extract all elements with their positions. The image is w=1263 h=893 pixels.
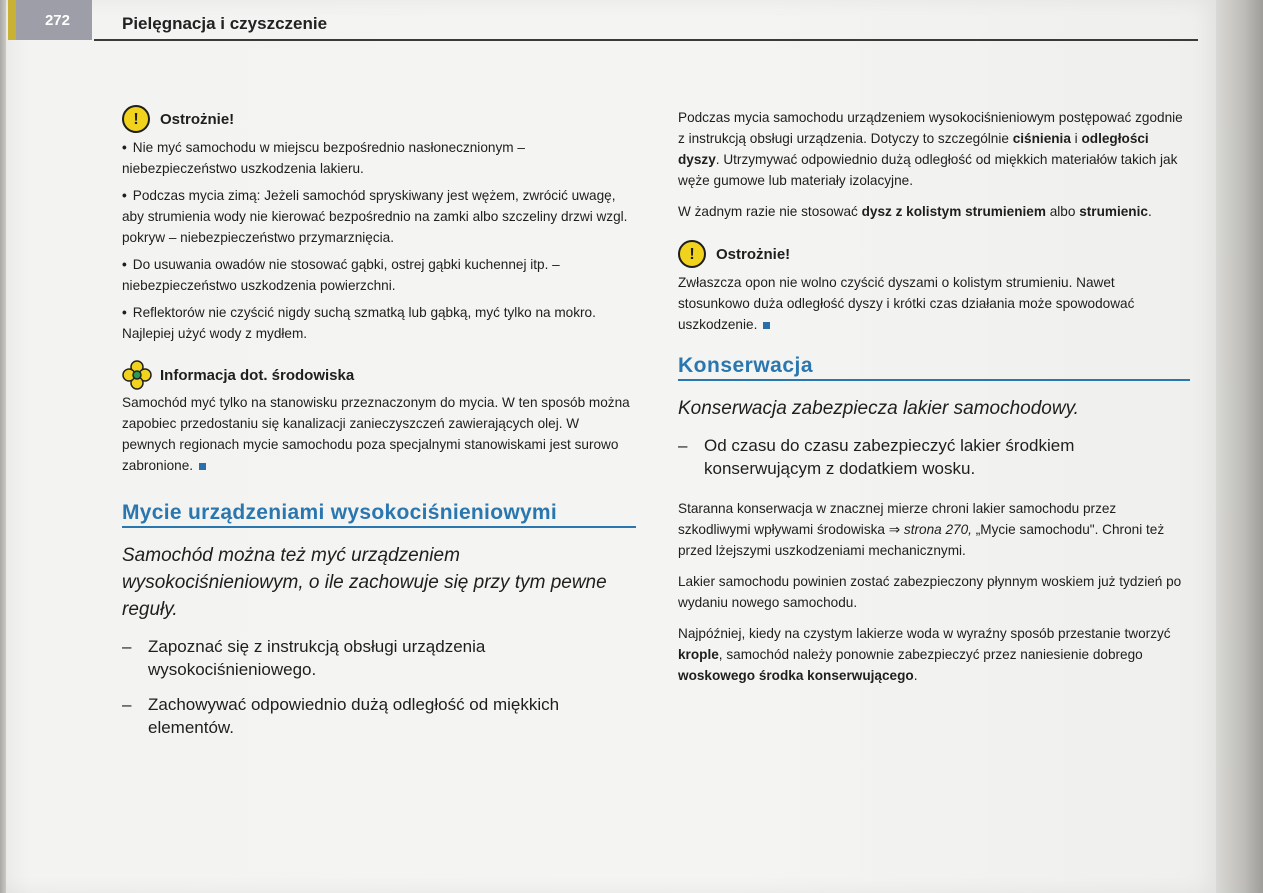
warning-bullet: • Reflektorów nie czyścić nigdy suchą szmatką lub gąbką, myć tylko na mokro. Najlepiej użyć wody z mydłem. xyxy=(122,305,596,341)
paragraph: Podczas mycia samochodu urządzeniem wysokociśnieniowym postępować zgodnie z instrukcją obsługi urządzenia. Dotyczy to szczególnie ciśnienia i odległości dyszy. Utrzymywać odpowiednio dużą odległość od miękkich materiałów takich jak węże gumowe lub materiały izolacyjne. xyxy=(678,110,1183,188)
warning-title: Ostrożnie! xyxy=(160,110,235,128)
paragraph: W żadnym razie nie stosować dysz z kolistym strumieniem albo strumienic. xyxy=(678,204,1152,219)
flower-icon xyxy=(122,360,152,390)
list-item: – Od czasu do czasu zabezpieczyć lakier środkiem konserwującym z dodatkiem wosku. xyxy=(678,436,1075,478)
list-item: – Zapoznać się z instrukcją obsługi urządzenia wysokociśnieniowego. xyxy=(122,637,486,679)
warning-bullet: • Podczas mycia zimą: Jeżeli samochód spryskiwany jest wężem, zwrócić uwagę, aby strumienia wody nie kierować bezpośrednio na zamki albo szczeliny drzwi wzgl. pokryw – niebezpieczeństwo przymarznięcia. xyxy=(122,188,628,245)
environment-text: Samochód myć tylko na stanowisku przeznaczonym do mycia. W ten sposób można zapobiec przedostaniu się kanalizacji zanieczyszczeń zawierających olej. W pewnych regionach mycie samochodu poza specjalnymi stanowiskami jest surowo zabronione. xyxy=(122,395,630,473)
section-title-konserwacja: Konserwacja xyxy=(678,355,1190,381)
warning-title: Ostrożnie! xyxy=(716,245,791,263)
paragraph: Najpóźniej, kiedy na czystym lakierze woda w wyraźny sposób przestanie tworzyć krople, samochód należy ponownie zabezpieczyć przez naniesienie dobrego woskowego środka konserwującego. xyxy=(678,626,1171,683)
warning-text: Zwłaszcza opon nie wolno czyścić dyszami o kolistym strumieniu. Nawet stosunkowo duża odległość dyszy i krótki czas działania może spowodować uszkodzenie. xyxy=(678,275,1135,332)
paragraph: Lakier samochodu powinien zostać zabezpieczony płynnym woskiem już tydzień po wydaniu nowego samochodu. xyxy=(678,574,1182,610)
warning-heading xyxy=(678,240,1190,268)
section-intro: Konserwacja zabezpiecza lakier samochodowy. xyxy=(678,398,1079,419)
warning-icon: ! xyxy=(678,240,706,268)
header-rule xyxy=(94,39,1198,41)
warning-heading xyxy=(122,105,636,133)
left-column xyxy=(122,105,636,739)
page-number-badge xyxy=(8,0,92,40)
end-mark xyxy=(199,463,206,470)
environment-title: Informacja dot. środowiska xyxy=(160,366,355,384)
section-title-high-pressure: Mycie urządzeniami wysokociśnieniowymi xyxy=(122,502,636,528)
list-item: – Zachowywać odpowiednio dużą odległość od miękkich elementów. xyxy=(122,695,560,737)
warning-icon: ! xyxy=(122,105,150,133)
right-column xyxy=(678,107,1190,696)
page-header-title: Pielęgnacja i czyszczenie xyxy=(122,14,328,33)
page-edge xyxy=(1216,0,1263,893)
paragraph: Staranna konserwacja w znacznej mierze chroni lakier samochodu przez szkodliwymi wpływami środowiska ⇒ strona 270, „Mycie samochodu". Chroni też przed lżejszymi uszkodzeniami mechanicznymi. xyxy=(678,501,1165,558)
page-number: 272 xyxy=(44,11,70,29)
environment-heading xyxy=(122,360,636,390)
section-intro: Samochód można też myć urządzeniem wysokociśnieniowym, o ile zachowuje się przy tym pewne reguły. xyxy=(122,545,607,620)
warning-bullet: • Do usuwania owadów nie stosować gąbki, ostrej gąbki kuchennej itp. – niebezpieczeństwo uszkodzenia powierzchni. xyxy=(122,257,560,293)
end-mark xyxy=(763,322,770,329)
page-tab xyxy=(8,0,16,40)
warning-bullet: • Nie myć samochodu w miejscu bezpośrednio nasłonecznionym – niebezpieczeństwo uszkodzenia lakieru. xyxy=(122,140,525,176)
